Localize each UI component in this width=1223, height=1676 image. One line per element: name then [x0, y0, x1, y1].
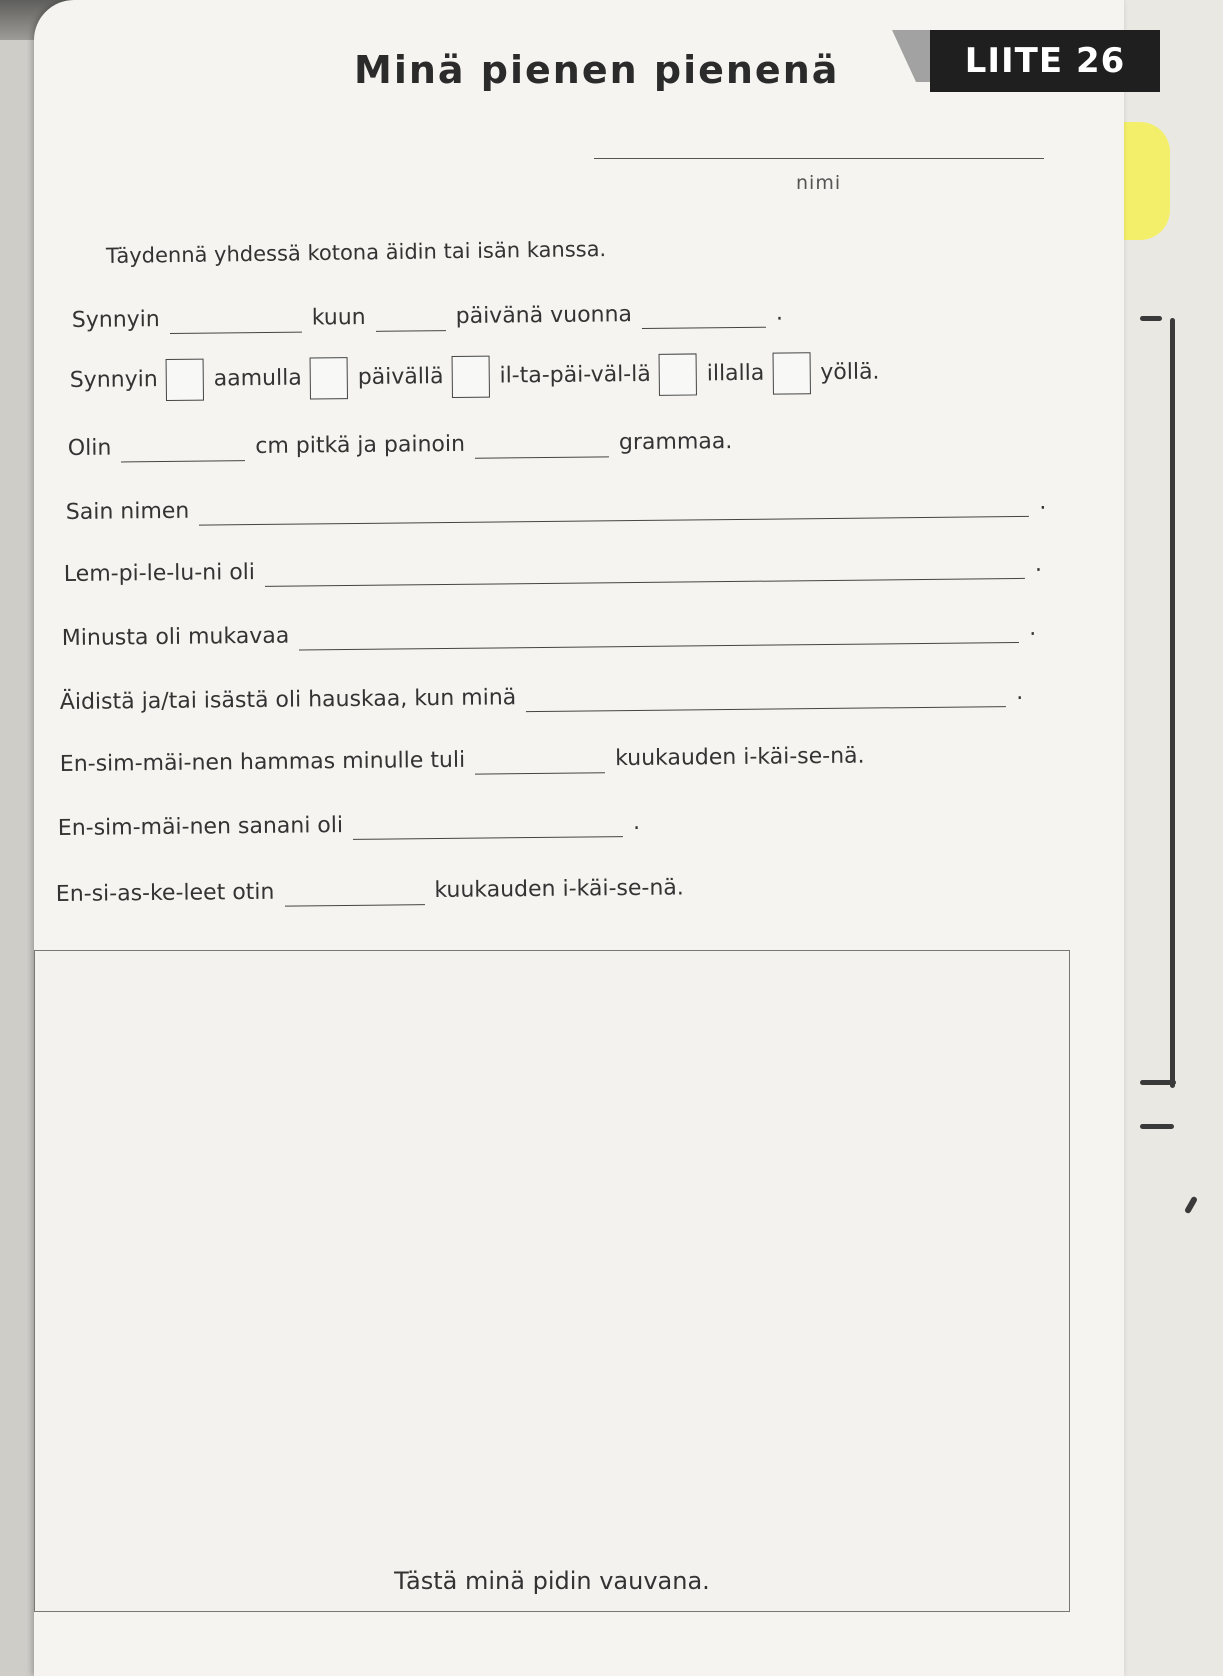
- checkbox-night[interactable]: [772, 352, 810, 394]
- checkbox-day[interactable]: [310, 357, 348, 399]
- pen-mark: [1140, 1124, 1174, 1129]
- first-steps-row: [56, 875, 684, 909]
- name-row: Sain nimen .: [65, 489, 1047, 526]
- favorite-toy-field[interactable]: [265, 556, 1025, 587]
- steps-age-text: kuukauden i-käi-se-nä.: [434, 875, 684, 904]
- row-label: Synnyin: [71, 307, 160, 334]
- name-reason-field[interactable]: [199, 494, 1029, 526]
- length-field[interactable]: [121, 438, 245, 462]
- option-afternoon: il-ta-päi-väl-lä: [499, 361, 651, 389]
- birth-year-field[interactable]: [642, 305, 766, 329]
- option-evening: illalla: [706, 360, 765, 386]
- enjoyed-field[interactable]: [299, 620, 1019, 651]
- row-label: En-si-as-ke-leet otin: [55, 879, 275, 908]
- row-label: En-sim-mäi-nen sanani oli: [57, 813, 344, 842]
- first-word-field[interactable]: [353, 814, 623, 840]
- first-word-row: En-sim-mäi-nen sanani oli .: [57, 809, 641, 842]
- row-label: Olin: [67, 435, 112, 462]
- weight-unit-text: grammaa.: [618, 429, 733, 456]
- name-input-line[interactable]: [594, 158, 1044, 159]
- appendix-badge: [892, 30, 1160, 92]
- tooth-age-text: kuukauden i-käi-se-nä.: [614, 743, 865, 772]
- birth-month-field[interactable]: [376, 308, 446, 332]
- checkbox-afternoon[interactable]: [451, 356, 489, 398]
- worksheet-page: [34, 0, 1124, 1676]
- photo-caption: Tästä minä pidin vauvana.: [394, 1567, 710, 1595]
- option-morning: aamulla: [213, 365, 302, 391]
- row-label: Sain nimen: [65, 498, 190, 526]
- vuonna-label: päivänä vuonna: [455, 302, 633, 329]
- row-label: Synnyin: [69, 366, 158, 393]
- length-unit-text: cm pitkä ja painoin: [255, 431, 466, 460]
- favorite-toy-row: Lem-pi-le-lu-ni oli .: [63, 551, 1043, 588]
- option-day: päivällä: [357, 363, 444, 390]
- option-night: yöllä.: [820, 359, 880, 385]
- enjoyed-row: Minusta oli mukavaa .: [61, 615, 1037, 652]
- appendix-label: LIITE 26: [930, 30, 1160, 92]
- instruction-text: Täydennä yhdessä kotona äidin tai isän kanssa.: [105, 237, 607, 268]
- yellow-sticky-tab: [1122, 122, 1170, 240]
- first-steps-field[interactable]: [284, 882, 424, 906]
- pen-mark: [1140, 316, 1162, 321]
- birth-time-row: [70, 352, 880, 402]
- birth-date-row: Synnyin kuun päivänä vuonna .: [71, 300, 784, 334]
- parents-row: Äidistä ja/tai isästä oli hauskaa, kun minä .: [59, 679, 1024, 716]
- size-row: [68, 429, 733, 463]
- first-tooth-row: [60, 744, 865, 779]
- photo-drawing-area[interactable]: [34, 950, 1070, 1612]
- checkbox-morning[interactable]: [166, 359, 204, 401]
- checkbox-evening[interactable]: [659, 353, 697, 395]
- row-label: En-sim-mäi-nen hammas minulle tuli: [59, 747, 466, 778]
- row-label: Äidistä ja/tai isästä oli hauskaa, kun minä: [59, 685, 517, 716]
- row-label: Minusta oli mukavaa: [61, 623, 290, 652]
- kuun-label: kuun: [311, 304, 366, 331]
- first-tooth-field[interactable]: [475, 750, 605, 774]
- pen-mark: [1140, 1080, 1176, 1085]
- name-label: nimi: [796, 172, 842, 194]
- birth-day-field[interactable]: [170, 310, 302, 334]
- row-label: Lem-pi-le-lu-ni oli: [63, 560, 256, 588]
- weight-field[interactable]: [475, 434, 609, 458]
- page-title: Minä pienen pienenä: [354, 48, 840, 92]
- pen-mark: [1170, 318, 1175, 1088]
- parents-field[interactable]: [526, 684, 1006, 712]
